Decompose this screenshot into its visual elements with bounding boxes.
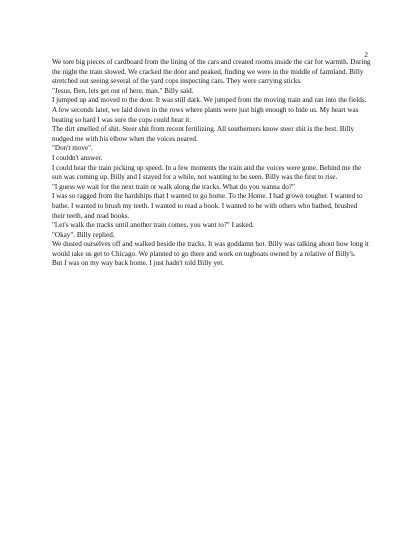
paragraph: "Jesus, Ben, lets get out of here, man." Billy said. (52, 86, 194, 95)
paragraph: "Let's walk the tracks until another train comes, you want to?" I asked. (52, 221, 254, 230)
body-text (52, 58, 372, 269)
paragraph: But I was on my way back home. I just hadn't told Billy yet. (52, 259, 225, 268)
paragraph: I jumped up and moved to the door. It was still dark. We jumped from the moving train and ran into the fields. A few seconds later, we laid down in the rows where plants were just high enough to hide us. My heart was beating so hard I was sure the cops could hear it. (52, 96, 367, 124)
paragraph: I was so ragged from the hardships that I wanted to go home. To the Home. I had grown tougher. I wanted to bathe. I wanted to brush my teeth. I wanted to read a book. I wanted to be with others who bathed, brushed their teeth, and read books. (52, 192, 363, 220)
page-number: 2 (364, 51, 368, 59)
paragraph: We dusted ourselves off and walked beside the tracks. It was goddamn hot. Billy was talking about how long it would take us get to Chicago. We planned to go there and work on tugboats owned by a relative of Billy's. (52, 240, 369, 258)
paragraph: "Don't move". (52, 144, 93, 153)
paragraph: "Okay". Billy replied. (52, 230, 115, 239)
paragraph: I could hear the train picking up speed. In a few moments the train and the voices were gone. Behind me the sun was coming up. Billy and I stayed for a while, not wanting to be seen. Billy was the first to rise. (52, 163, 362, 182)
paragraph: I couldn't answer. (52, 153, 103, 162)
paragraph: "I guess we wait for the next train or walk along the tracks. What do you wanna do?" (52, 182, 295, 191)
paragraph: The dirt smelled of shit. Steer shit from recent fertilizing. All southerners know steer shit is the best. Billy nudged me with his elbow when the voices neared. (52, 125, 355, 143)
paragraph: We tore big pieces of cardboard from the lining of the cars and created rooms inside the car for warmth. During the night the train slowed. We cracked the door and peaked, finding we were in the middle of farmland. Billy stretched out seeing several of the yard cops inspecting cars. They were carrying sticks. (52, 58, 371, 86)
